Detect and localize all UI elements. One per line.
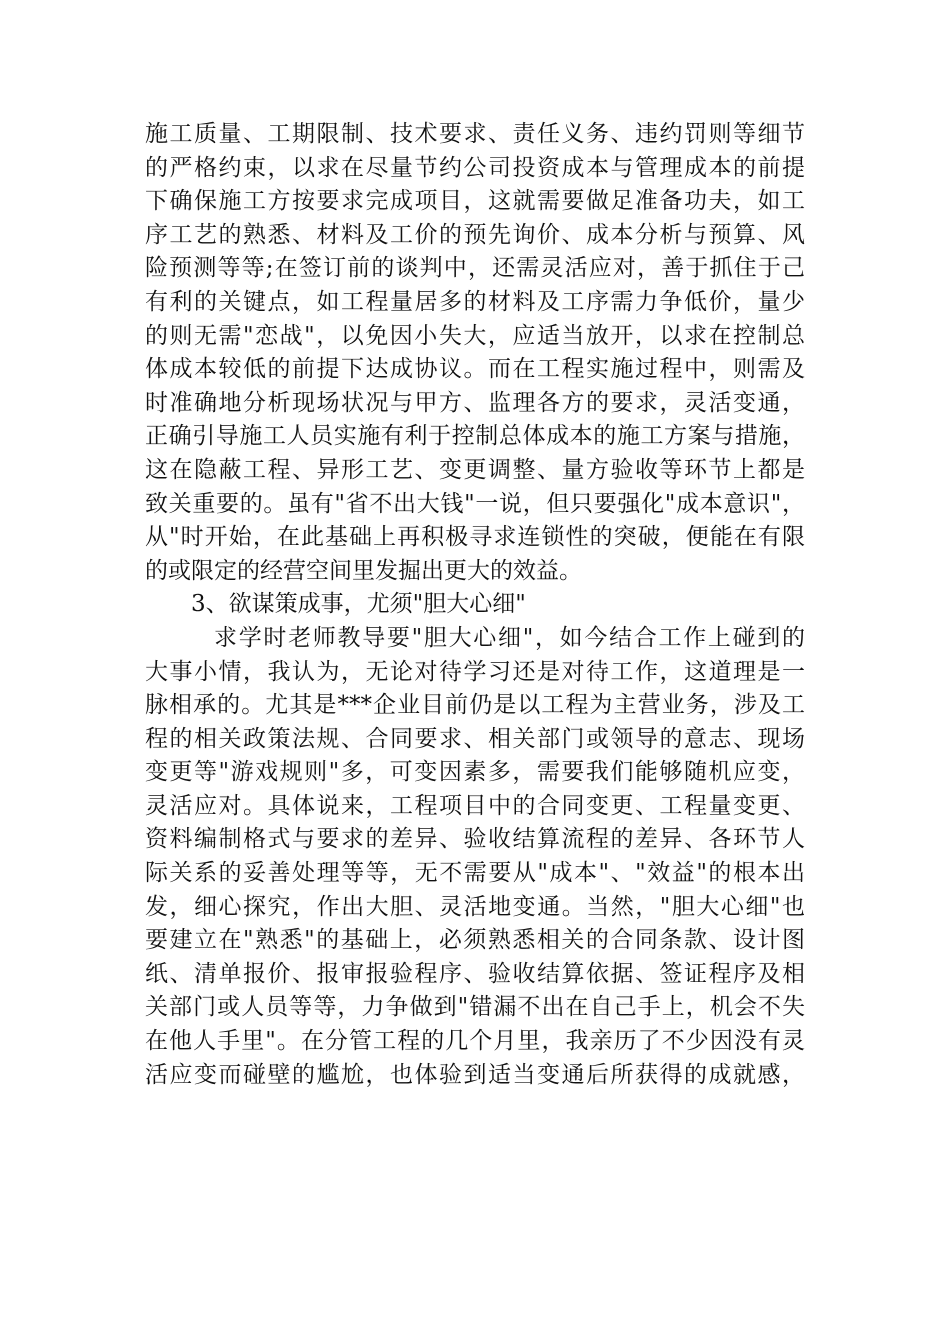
text-line: 时准确地分析现场状况与甲方、监理各方的要求，灵活变通， (145, 389, 805, 416)
text-line: 体成本较低的前提下达成协议。而在工程实施过程中，则需及 (145, 356, 805, 383)
paragraph-cost-control (145, 118, 805, 588)
document-body (145, 118, 805, 1092)
text-line: 发，细心探究，作出大胆、灵活地变通。当然，"胆大心细"也 (145, 893, 805, 920)
text-line: 脉相承的。尤其是***企业目前仍是以工程为主营业务，涉及工 (145, 692, 805, 719)
text-line: 的或限定的经营空间里发掘出更大的效益。 (145, 557, 582, 584)
text-line: 变更等"游戏规则"多，可变因素多，需要我们能够随机应变， (145, 759, 805, 786)
text-line: 要建立在"熟悉"的基础上，必须熟悉相关的合同条款、设计图 (145, 927, 805, 954)
text-line: 从"时开始，在此基础上再积极寻求连锁性的突破，便能在有限 (145, 524, 805, 551)
text-line: 致关重要的。虽有"省不出大钱"一说，但只要强化"成本意识"， (145, 490, 805, 517)
text-line: 纸、清单报价、报审报验程序、验收结算依据、签证程序及相 (145, 960, 805, 987)
text-line: 险预测等等;在签订前的谈判中，还需灵活应对，善于抓住于己 (145, 255, 805, 282)
text-line: 下确保施工方按要求完成项目，这就需要做足准备功夫，如工 (145, 188, 805, 215)
text-line: 关部门或人员等等，力争做到"错漏不出在自己手上，机会不失 (145, 994, 805, 1021)
text-line: 施工质量、工期限制、技术要求、责任义务、违约罚则等细节 (145, 121, 805, 147)
text-line: 在他人手里"。在分管工程的几个月里，我亲历了不少因没有灵 (145, 1028, 805, 1055)
text-line: 大事小情，我认为，无论对待学习还是对待工作，这道理是一 (145, 658, 805, 685)
text-line: 际关系的妥善处理等等，无不需要从"成本"、"效益"的根本出 (145, 860, 805, 887)
text-line: 的则无需"恋战"，以免因小失大，应适当放开，以求在控制总 (145, 322, 805, 349)
section-heading: 3、欲谋策成事，尤须"胆大心细" (191, 591, 526, 618)
text-line: 序工艺的熟悉、材料及工价的预先询价、成本分析与预算、风 (145, 221, 805, 248)
text-line: 求学时老师教导要"胆大心细"，如今结合工作上碰到的 (214, 624, 805, 651)
text-line: 的严格约束，以求在尽量节约公司投资成本与管理成本的前提 (145, 154, 805, 181)
text-line: 资料编制格式与要求的差异、验收结算流程的差异、各环节人 (145, 826, 805, 853)
text-line: 程的相关政策法规、合同要求、相关部门或领导的意志、现场 (145, 725, 805, 752)
text-line: 灵活应对。具体说来，工程项目中的合同变更、工程量变更、 (145, 792, 805, 819)
text-line: 有利的关键点，如工程量居多的材料及工序需力争低价，量少 (145, 288, 805, 315)
text-line: 这在隐蔽工程、异形工艺、变更调整、量方验收等环节上都是 (145, 456, 805, 483)
paragraph-bold-careful (145, 622, 805, 1092)
text-line: 正确引导施工人员实施有利于控制总体成本的施工方案与措施， (145, 423, 805, 450)
text-line: 活应变而碰壁的尴尬，也体验到适当变通后所获得的成就感， (145, 1061, 805, 1088)
